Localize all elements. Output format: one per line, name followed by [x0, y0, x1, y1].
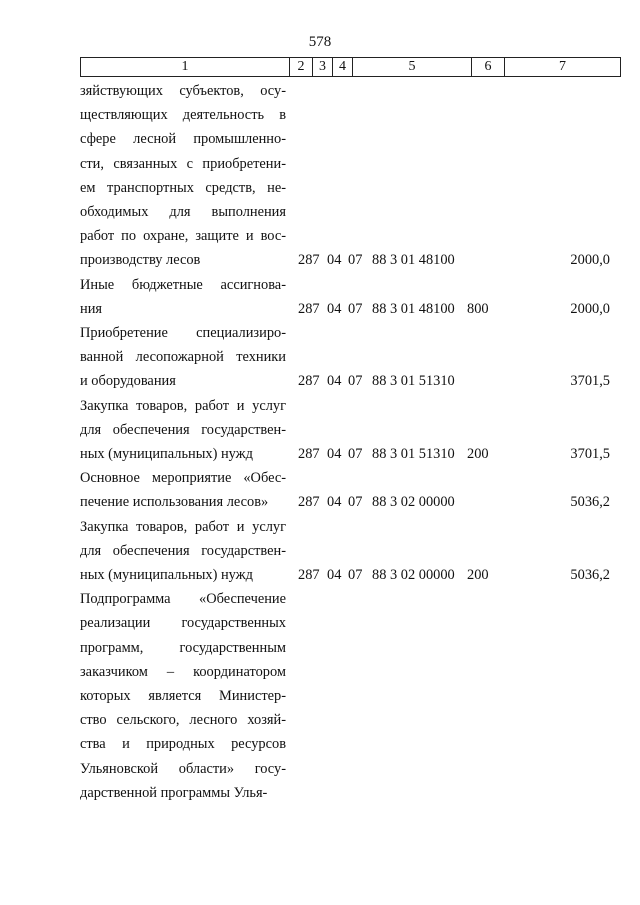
code-subsection: 07 [348, 300, 363, 317]
code-subsection: 07 [348, 445, 363, 462]
amount: 2000,0 [570, 300, 610, 317]
code-target-article: 88 3 01 48100 [372, 252, 455, 269]
table-row [0, 321, 640, 394]
code-chapter: 287 [298, 566, 320, 583]
code-section: 04 [327, 445, 342, 462]
amount: 2000,0 [570, 252, 610, 269]
row-description-line: производству лесов [80, 252, 201, 269]
amount: 5036,2 [570, 566, 610, 583]
row-description-line: зяйствующих субъектов, осу- [80, 83, 286, 99]
column-header-3: 3 [313, 58, 333, 77]
code-target-article: 88 3 01 51310 [372, 445, 455, 462]
code-subsection: 07 [348, 252, 363, 269]
column-header-5: 5 [353, 58, 472, 77]
code-subsection: 07 [348, 566, 363, 583]
row-description-line: Основное мероприятие «Обес- [80, 470, 286, 487]
table-row [0, 79, 640, 273]
code-target-article: 88 3 02 00000 [372, 566, 455, 583]
code-section: 04 [327, 300, 342, 317]
code-chapter: 287 [298, 445, 320, 462]
row-description-line: Закупка товаров, работ и услуг [80, 518, 286, 535]
row-description-line: работ по охране, защите и вос- [80, 228, 286, 245]
code-section: 04 [327, 252, 342, 269]
row-description-line: Приобретение специализиро- [80, 325, 286, 341]
amount: 3701,5 [570, 445, 610, 462]
row-description-line: ных (муниципальных) нужд [80, 445, 253, 462]
code-expense-type: 200 [467, 445, 489, 462]
table-row [0, 587, 640, 805]
row-description-line: ства и природных ресурсов [80, 736, 286, 753]
row-description-line: сфере лесной промышленно- [80, 131, 286, 148]
table-row [0, 466, 640, 514]
code-chapter: 287 [298, 300, 320, 317]
code-section: 04 [327, 373, 342, 390]
code-subsection: 07 [348, 494, 363, 511]
code-expense-type: 200 [467, 566, 489, 583]
code-chapter: 287 [298, 373, 320, 390]
column-header-4: 4 [333, 58, 353, 77]
column-header-7: 7 [505, 58, 621, 77]
row-description-line: реализации государственных [80, 615, 286, 632]
table-row [0, 515, 640, 588]
row-description-line: Подпрограмма «Обеспечение [80, 591, 286, 608]
row-description-line: ных (муниципальных) нужд [80, 566, 253, 583]
table-row [0, 394, 640, 467]
row-description-line: дарственной программы Улья- [80, 784, 268, 801]
row-description-line: программ, государственным [80, 639, 286, 656]
column-header-1: 1 [81, 58, 290, 77]
row-description-line: печение использования лесов» [80, 494, 269, 511]
code-section: 04 [327, 566, 342, 583]
row-description-line: заказчиком – координатором [80, 663, 286, 680]
row-description-line: обходимых для выполнения [80, 204, 286, 220]
row-description-line: ния [80, 300, 103, 317]
page-number: 578 [308, 34, 332, 50]
code-section: 04 [327, 494, 342, 511]
amount: 5036,2 [570, 494, 610, 511]
row-description-line: которых является Министер- [80, 687, 286, 704]
row-description-line: Ульяновской области» госу- [80, 760, 286, 777]
column-header-2: 2 [290, 58, 313, 77]
row-description-line: сти, связанных с приобретени- [80, 155, 286, 172]
code-chapter: 287 [298, 494, 320, 511]
table-row [0, 273, 640, 321]
amount: 3701,5 [570, 373, 610, 390]
row-description-line: ществляющих деятельность в [80, 107, 286, 124]
row-description-line: ство сельского, лесного хозяй- [80, 712, 286, 729]
code-subsection: 07 [348, 373, 363, 390]
code-chapter: 287 [298, 252, 320, 269]
row-description-line: для обеспечения государствен- [80, 421, 286, 438]
row-description-line: и оборудования [80, 373, 176, 390]
code-target-article: 88 3 02 00000 [372, 494, 455, 511]
code-expense-type: 800 [467, 300, 489, 317]
row-description-line: Закупка товаров, работ и услуг [80, 397, 286, 414]
row-description-line: Иные бюджетные ассигнова- [80, 276, 286, 293]
code-target-article: 88 3 01 48100 [372, 300, 455, 317]
row-description-line: ванной лесопожарной техники [80, 349, 286, 366]
code-target-article: 88 3 01 51310 [372, 373, 455, 390]
column-header-table [80, 57, 621, 77]
column-header-6: 6 [472, 58, 505, 77]
row-description-line: для обеспечения государствен- [80, 542, 286, 559]
row-description-line: ем транспортных средств, не- [80, 179, 286, 196]
